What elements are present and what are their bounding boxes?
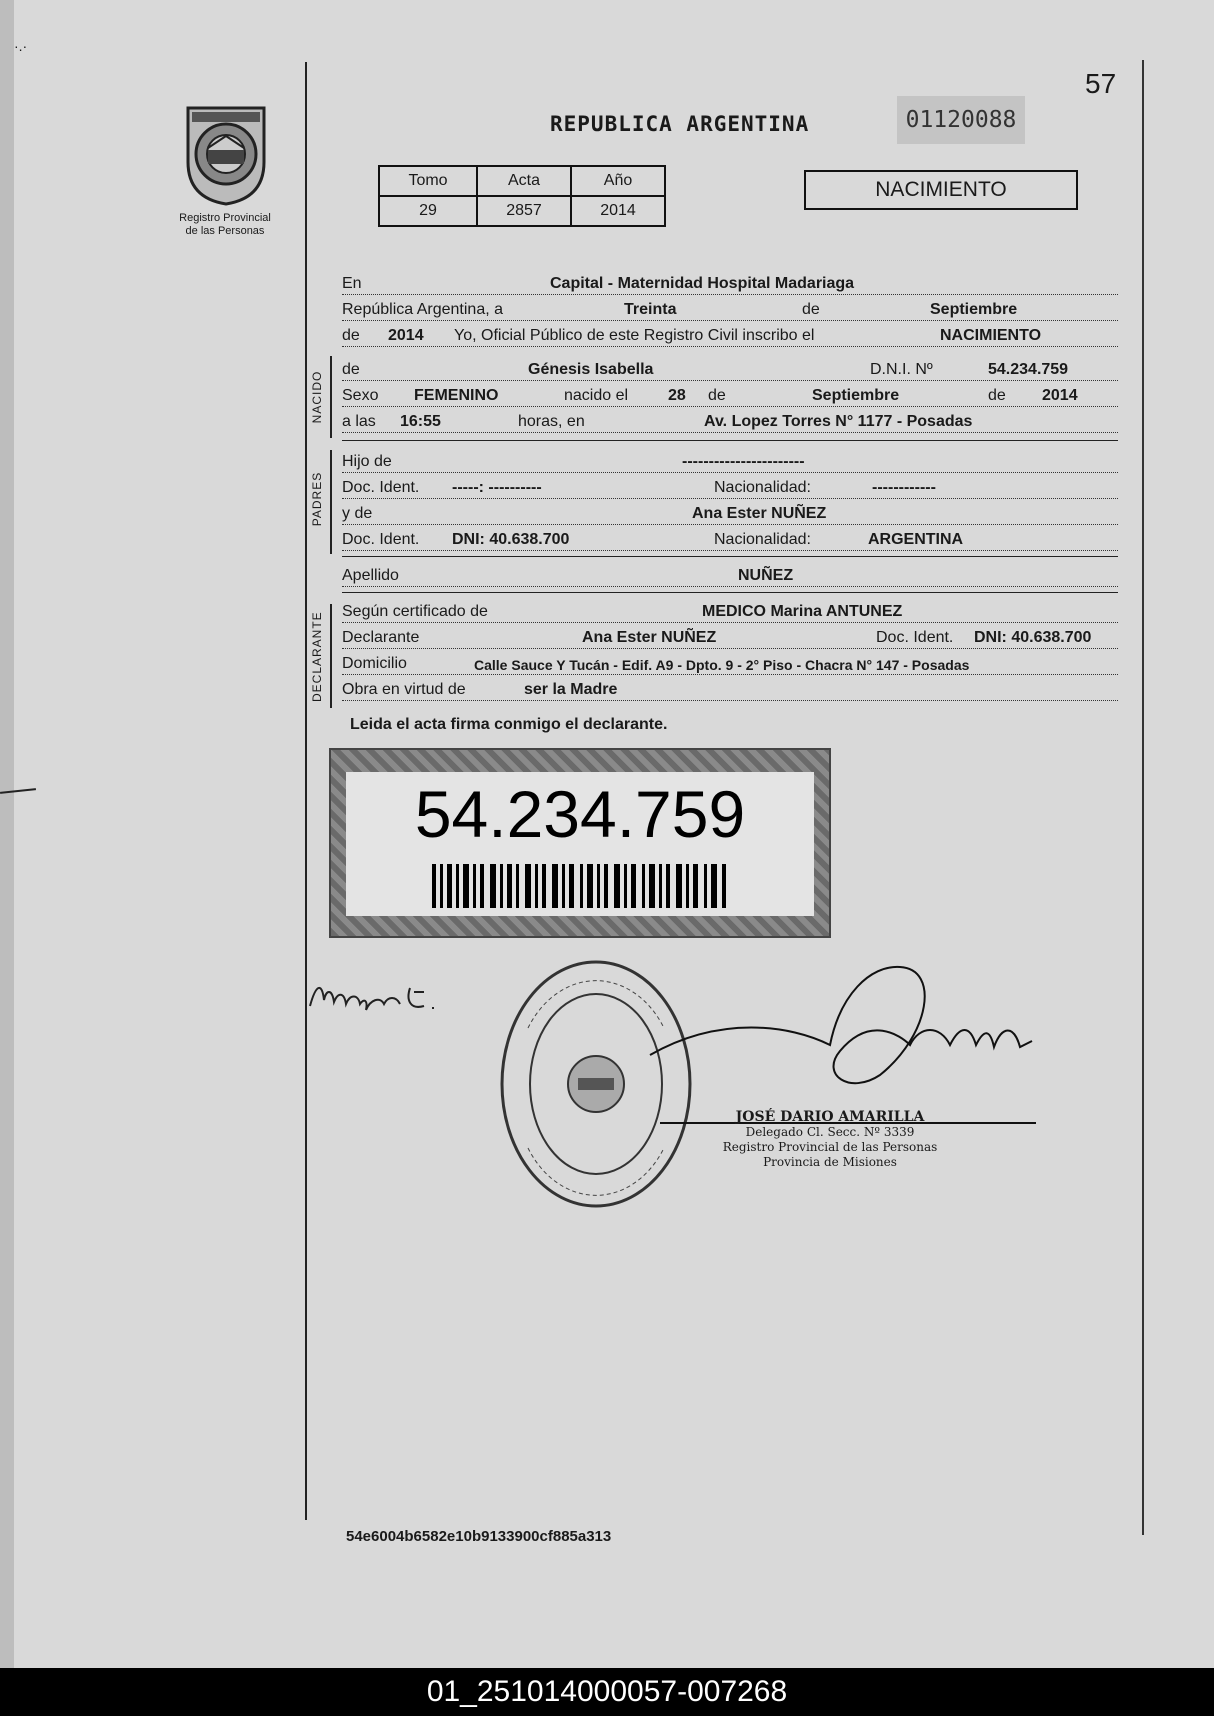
nacido-sex-row [342,384,1118,407]
declarante-label: Declarante [342,629,420,646]
caption-line1: Registro Provincial [179,212,271,224]
serial-number: 01120088 [897,96,1025,144]
record-place-row [342,272,1118,295]
father-doc-row [342,476,1118,499]
caption-line2: de las Personas [185,225,265,237]
birth-place-value: Av. Lopez Torres N° 1177 - Posadas [704,413,973,430]
place-value: Capital - Maternidad Hospital Madariaga [550,275,855,292]
en-label: En [342,275,362,292]
document-hash: 54e6004b6582e10b9133900cf885a313 [346,1528,612,1545]
year-value: 2014 [388,327,424,344]
official-province: Provincia de Misiones [763,1155,897,1169]
mother-doc-row [342,528,1118,551]
declarante-value: Ana Ester NUÑEZ [582,629,717,646]
declarante-section-label: DECLARANTE [310,611,324,702]
apellido-value: NUÑEZ [738,567,794,584]
official-signature [640,955,1040,1135]
father-nat-value: ------------ [872,479,936,496]
act-kind-value: NACIMIENTO [940,327,1042,344]
section-divider [342,556,1118,557]
register-value-acta: 2857 [477,196,571,226]
register-header-acta: Acta [477,166,571,196]
scan-footer-id: 01_251014000057-007268 [0,1668,1214,1716]
register-value-ano: 2014 [571,196,665,226]
sexo-value: FEMENINO [414,387,499,404]
mother-value: Ana Ester NUÑEZ [692,505,827,522]
domicilio-value: Calle Sauce Y Tucán - Edif. A9 - Dpto. 9 - 2° Piso - Chacra N° 147 - Posadas [474,657,970,673]
y-de-row [342,502,1118,525]
dni-sticker-number: 54.234.759 [414,777,746,851]
father-nat-label: Nacionalidad: [714,479,811,496]
barcode-icon [432,864,732,908]
birth-day-value: 28 [668,387,686,404]
father-doc-value: -----: ---------- [452,479,542,496]
register-table [378,165,666,227]
de-label: de [802,301,820,318]
document-title: REPUBLICA ARGENTINA [550,112,810,136]
declarante-row [342,626,1118,649]
birth-de-label: de [708,387,726,404]
declarante-bar [330,604,332,708]
seal-icon [178,102,274,206]
official-title: Delegado Cl. Secc. Nº 3339 [745,1125,915,1139]
right-margin-line [1142,60,1144,1535]
nacido-section-label: NACIDO [310,370,324,424]
apellido-label: Apellido [342,567,399,584]
margin-line [305,62,307,1520]
nacido-bar [330,356,332,438]
inscribo-text: Yo, Oficial Público de este Registro Civil inscribo el [454,327,815,344]
birth-de2-label: de [988,387,1006,404]
padres-section-label: PADRES [310,471,324,527]
sexo-label: Sexo [342,387,379,404]
domicilio-row [342,652,1118,675]
scan-mark: ·.· [14,38,28,54]
domicilio-label: Domicilio [342,655,407,672]
handwritten-signature [306,970,466,1020]
document-type: NACIMIENTO [804,170,1078,210]
page-edge [0,0,14,1668]
record-year-row [342,324,1118,347]
y-de-label: y de [342,505,373,522]
record-date-row [342,298,1118,321]
nacido-el-label: nacido el [564,387,629,404]
obra-label: Obra en virtud de [342,681,466,698]
apellido-row [342,564,1118,587]
horas-label: horas, en [518,413,585,430]
father-doc-label: Doc. Ident. [342,479,420,496]
cert-label: Según certificado de [342,603,488,620]
nacido-name-row [342,358,1118,381]
agency-caption [150,212,300,238]
obra-value: ser la Madre [524,681,618,698]
child-name-value: Génesis Isabella [528,361,654,378]
nacido-time-row [342,410,1118,433]
dni-sticker [329,748,831,938]
official-block [700,1110,960,1170]
a-las-label: a las [342,413,376,430]
child-dni-value: 54.234.759 [988,361,1069,378]
register-value-tomo: 29 [379,196,477,226]
official-name: JOSÉ DARIO AMARILLA [735,1109,925,1125]
mother-nat-value: ARGENTINA [868,531,964,548]
birth-time-value: 16:55 [400,413,441,430]
hijo-de-row [342,450,1118,473]
page-number: 57 [1085,68,1117,99]
declarante-doc-value: DNI: 40.638.700 [974,629,1092,646]
mother-doc-value: DNI: 40.638.700 [452,531,570,548]
nacido-de-label: de [342,361,360,378]
declarante-doc-label: Doc. Ident. [876,629,954,646]
section-divider [342,440,1118,441]
cert-row [342,600,1118,623]
mother-nat-label: Nacionalidad: [714,531,811,548]
dni-label: D.N.I. Nº [870,361,933,378]
mother-doc-label: Doc. Ident. [342,531,420,548]
birth-month-value: Septiembre [812,387,900,404]
register-header-ano: Año [571,166,665,196]
obra-row [342,678,1118,701]
father-value: ----------------------- [682,453,805,470]
cert-value: MEDICO Marina ANTUNEZ [702,603,903,620]
padres-bar [330,450,332,554]
republica-label: República Argentina, a [342,301,503,318]
closing-statement: Leida el acta firma conmigo el declarante. [350,716,668,733]
dni-sticker-panel [346,772,814,916]
register-header-tomo: Tomo [379,166,477,196]
birth-year-value: 2014 [1042,387,1078,404]
hijo-label: Hijo de [342,453,392,470]
day-words-value: Treinta [624,301,677,318]
de2-label: de [342,327,360,344]
section-divider [342,592,1118,593]
official-agency: Registro Provincial de las Personas [722,1140,938,1154]
month-value: Septiembre [930,301,1018,318]
